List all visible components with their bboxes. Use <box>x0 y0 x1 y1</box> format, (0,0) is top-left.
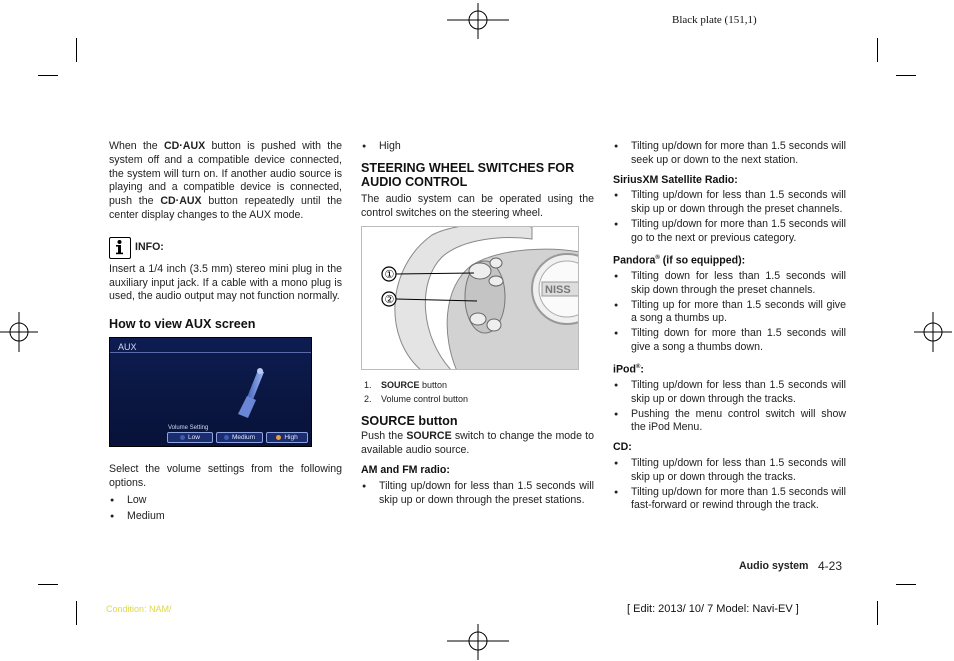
pandora-list <box>613 270 846 355</box>
aux-screen-image <box>109 337 312 447</box>
amfm-list-cont <box>613 140 846 168</box>
info-text: Insert a 1/4 inch (3.5 mm) stereo mini plug in the auxiliary input jack. If a cable with a mono plug is used, the audio output may not function normally. <box>109 262 342 303</box>
list-item: ● Tilting up/down for more than 1.5 seconds will go to the next or previous category. <box>613 218 846 246</box>
figure-captions <box>361 378 594 406</box>
heading-pandora: Pandora® (if so equipped): <box>613 254 746 267</box>
radio-dot-icon <box>276 435 281 440</box>
volume-high-button[interactable]: High <box>266 432 308 443</box>
list-item: ● Tilting down for less than 1.5 seconds will skip down through the preset channels. <box>613 270 846 298</box>
crop-mark <box>877 601 878 625</box>
heading-how-to-view-aux: How to view AUX screen <box>109 317 256 332</box>
list-item: ● Tilting up/down for less than 1.5 seconds will skip up or down through the tracks. <box>613 457 846 485</box>
heading-ipod: iPod®: <box>613 363 644 376</box>
intro-paragraph: When the CD·AUX button is pushed with the system off and a compatible device connected, the system will turn on. If another audio source is playing and a compatible device is connected, push the CD·AUX button repeatedly until the center display changes to the AUX mode. <box>109 140 342 221</box>
steering-wheel-figure <box>361 226 579 370</box>
heading-source-button: SOURCE button <box>361 414 458 429</box>
list-item: ● Tilting up/down for less than 1.5 seconds will skip up or down through the preset stations. <box>361 480 594 508</box>
select-volume-text: Select the volume settings from the following options. <box>109 463 342 489</box>
page-number: 4-23 <box>818 559 843 573</box>
radio-dot-icon <box>224 435 229 440</box>
logo-text: NISS <box>545 284 571 297</box>
source-text: Push the SOURCE switch to change the mode to available audio source. <box>361 430 595 457</box>
divider <box>110 352 311 353</box>
list-item: ● Low <box>109 494 342 508</box>
volume-options-list <box>109 494 342 524</box>
list-item: ● Tilting up/down for less than 1.5 seconds will skip up or down through the preset channels. <box>613 189 846 217</box>
callout-1: ① <box>384 269 395 282</box>
callout-2: ② <box>384 294 395 307</box>
crop-mark <box>896 75 916 76</box>
caption-2: 2. Volume control button <box>364 394 469 405</box>
volume-options-list-cont <box>361 140 594 154</box>
sirius-list <box>613 189 846 245</box>
heading-am-fm: AM and FM radio: <box>361 463 450 476</box>
list-item: ● Tilting up for more than 1.5 seconds will give a song a thumbs up. <box>613 299 846 327</box>
volume-low-button[interactable]: Low <box>167 432 213 443</box>
cd-list <box>613 457 846 513</box>
volume-medium-button[interactable]: Medium <box>216 432 263 443</box>
heading-steering-wheel-switches: STEERING WHEEL SWITCHES FOR AUDIO CONTROL <box>361 160 575 189</box>
crop-mark <box>896 584 916 585</box>
list-item: ● Medium <box>109 510 342 524</box>
info-icon <box>109 237 131 259</box>
crop-mark <box>76 601 77 625</box>
steering-intro-text: The audio system can be operated using the control switches on the steering wheel. <box>361 192 594 219</box>
info-header <box>109 237 342 259</box>
aux-plug-icon <box>230 366 280 426</box>
column-1 <box>109 140 342 523</box>
column-3 <box>613 140 846 513</box>
crop-mark <box>877 38 878 62</box>
amfm-list <box>361 480 594 508</box>
plate-label: Black plate (151,1) <box>672 14 757 26</box>
radio-dot-icon <box>180 435 185 440</box>
crop-mark <box>38 75 58 76</box>
registration-target-top <box>447 3 509 39</box>
registration-target-right <box>914 312 952 352</box>
list-item: ● Tilting down for more than 1.5 seconds will give a song a thumbs down. <box>613 327 846 355</box>
heading-siriusxm: SiriusXM Satellite Radio: <box>613 173 738 186</box>
caption-1: 1. SOURCE button <box>364 380 448 391</box>
cd-aux-button-label: CD·AUX <box>160 195 202 208</box>
registration-target-bottom <box>447 624 509 660</box>
list-item: ● Tilting up/down for more than 1.5 seconds will seek up or down to the next station. <box>613 140 846 168</box>
info-label: INFO: <box>135 240 164 253</box>
list-item: ● Tilting up/down for more than 1.5 seconds will fast-forward or rewind through the track. <box>613 486 846 514</box>
column-2 <box>361 140 594 507</box>
ipod-list <box>613 379 846 435</box>
aux-screen-title: AUX <box>118 342 137 353</box>
list-item: ● High <box>361 140 594 154</box>
edit-info: [ Edit: 2013/ 10/ 7 Model: Navi-EV ] <box>627 603 799 615</box>
footer-section-title: Audio system <box>739 560 809 572</box>
crop-mark <box>76 38 77 62</box>
crop-mark <box>38 584 58 585</box>
registration-target-left <box>0 312 38 352</box>
heading-cd: CD: <box>613 441 632 454</box>
cd-aux-button-label: CD·AUX <box>163 140 206 152</box>
list-item: ● Tilting up/down for less than 1.5 seconds will skip up or down through the tracks. <box>613 379 846 407</box>
condition-label: Condition: NAM/ <box>106 604 172 614</box>
volume-setting-label: Volume Setting <box>168 425 209 432</box>
list-item: ● Pushing the menu control switch will show the iPod Menu. <box>613 408 846 436</box>
